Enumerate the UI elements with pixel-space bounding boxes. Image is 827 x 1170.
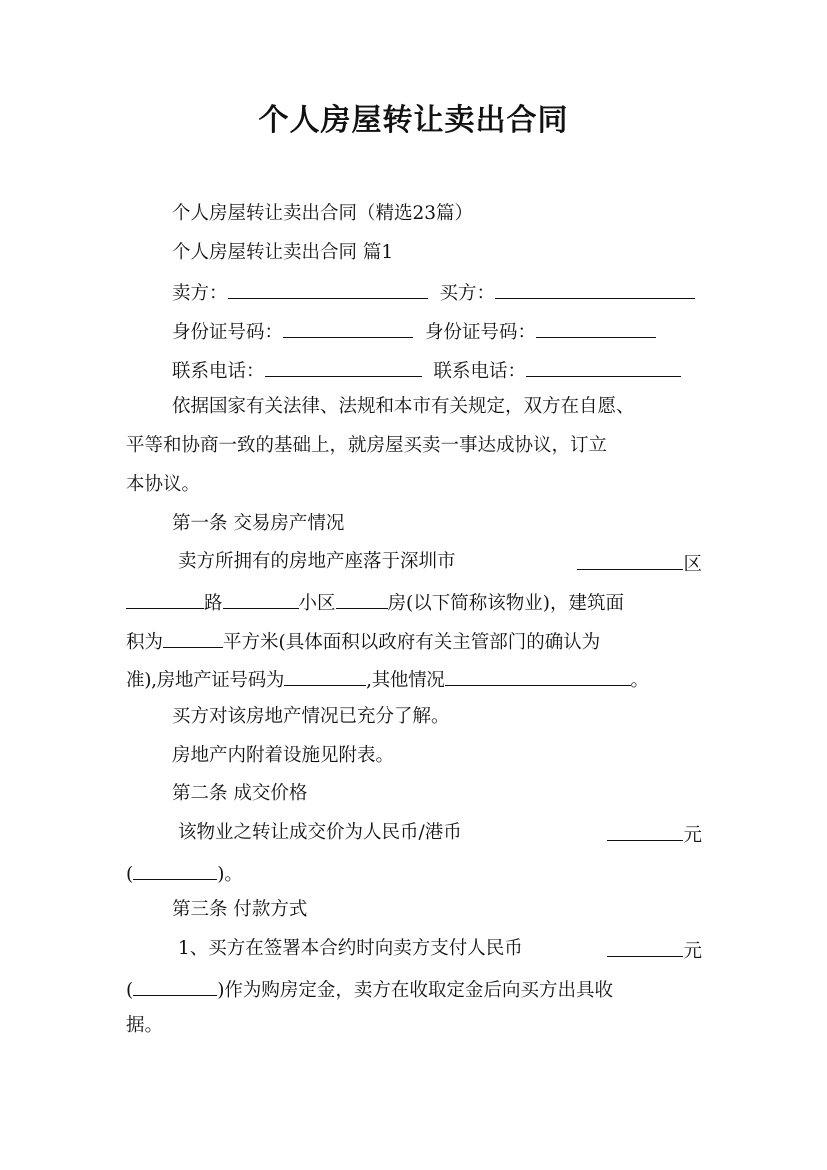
article-1-line-4-end: 。	[630, 670, 649, 692]
article-1-line-4	[126, 659, 702, 698]
price-words-blank	[133, 853, 217, 880]
article-2-line-1-end	[607, 814, 702, 853]
room-blank	[336, 582, 388, 609]
room-label: 房(以下简称该物业)，建筑面	[387, 592, 624, 614]
buyer-phone-cell	[434, 350, 682, 389]
road-blank	[126, 582, 204, 609]
road-label: 路	[204, 592, 223, 614]
document-title: 个人房屋转让卖出合同	[258, 103, 569, 138]
price-blank	[607, 814, 683, 841]
article-1-line-3	[126, 621, 702, 660]
article-3-line-1-end	[607, 930, 702, 969]
other-label: ,其他情况	[366, 670, 445, 692]
area-blank	[163, 621, 223, 648]
district-blank	[577, 543, 683, 570]
document-body	[126, 195, 702, 1046]
price-paren-open: (	[126, 863, 134, 885]
deposit-text-2: )作为购房定金，卖方在收取定金后向买方出具收	[217, 979, 613, 1001]
buyer-id-cell	[425, 311, 656, 350]
article-2-line-1	[126, 814, 702, 853]
article-3-line-1	[126, 930, 702, 969]
buyer-blank	[495, 272, 695, 299]
area-text: 平方米(具体面积以政府有关主管部门的确认为	[223, 631, 601, 653]
buyer-label: 买方：	[439, 283, 496, 305]
article-1-line-6: 房地产内附着设施见附表。	[172, 744, 395, 766]
seller-phone-cell	[172, 350, 422, 389]
buyer-phone-label: 联系电话：	[433, 360, 527, 382]
party-row-names	[126, 272, 702, 311]
article-1-line-2	[126, 582, 702, 621]
article-3-line-2	[126, 969, 702, 1008]
article-1-line-1-end	[577, 543, 702, 582]
seller-id-blank	[283, 311, 413, 338]
article-1-text-a: 卖方所拥有的房地产座落于深圳市	[178, 551, 456, 573]
price-paren-close: )。	[217, 863, 243, 885]
area-label: 积为	[126, 631, 164, 653]
article-2-heading: 第二条 成交价格	[172, 783, 308, 805]
cert-blank	[284, 659, 366, 686]
other-blank	[445, 659, 631, 686]
deposit-blank	[607, 930, 683, 957]
intro-line-2: 平等和协商一致的基础上，就房屋买卖一事达成协议，订立	[126, 435, 608, 457]
seller-id-label: 身份证号码：	[172, 322, 284, 344]
party-row-ids	[126, 311, 702, 350]
article-1-line-1	[126, 543, 702, 582]
seller-cell	[172, 272, 428, 311]
party-row-phones	[126, 350, 702, 389]
buyer-id-label: 身份证号码：	[425, 322, 537, 344]
seller-phone-blank	[265, 350, 422, 377]
community-blank	[223, 582, 299, 609]
cert-label: 准),房地产证号码为	[126, 670, 285, 692]
intro-line-1: 依据国家有关法律、法规和本市有关规定，双方在自愿、	[172, 396, 635, 418]
price-unit: 元	[683, 825, 702, 846]
subtitle: 个人房屋转让卖出合同（精选23篇）	[172, 203, 474, 224]
district-label: 区	[683, 554, 702, 576]
article-1-heading: 第一条 交易房产情况	[172, 512, 345, 534]
article-2-line-2	[126, 853, 702, 892]
seller-label: 卖方：	[172, 283, 228, 305]
community-label: 小区	[298, 592, 336, 614]
buyer-phone-blank	[526, 350, 681, 377]
seller-phone-label: 联系电话：	[172, 360, 265, 382]
buyer-id-blank	[536, 311, 656, 338]
buyer-cell	[440, 272, 696, 311]
deposit-text: 1、买方在签署本合约时向卖方支付人民币	[178, 938, 523, 960]
intro-line-3: 本协议。	[126, 473, 201, 495]
deposit-paren-open: (	[126, 979, 134, 1001]
article-1-line-5: 买方对该房地产情况已充分了解。	[172, 705, 450, 727]
section-heading: 个人房屋转让卖出合同 篇1	[172, 241, 394, 263]
article-3-line-3: 据。	[126, 1015, 164, 1037]
seller-id-cell	[172, 311, 413, 350]
seller-blank	[228, 272, 428, 299]
article-3-heading: 第三条 付款方式	[172, 899, 308, 921]
price-text: 该物业之转让成交价为人民币/港币	[178, 822, 462, 843]
deposit-unit: 元	[683, 941, 702, 963]
deposit-words-blank	[133, 969, 217, 996]
